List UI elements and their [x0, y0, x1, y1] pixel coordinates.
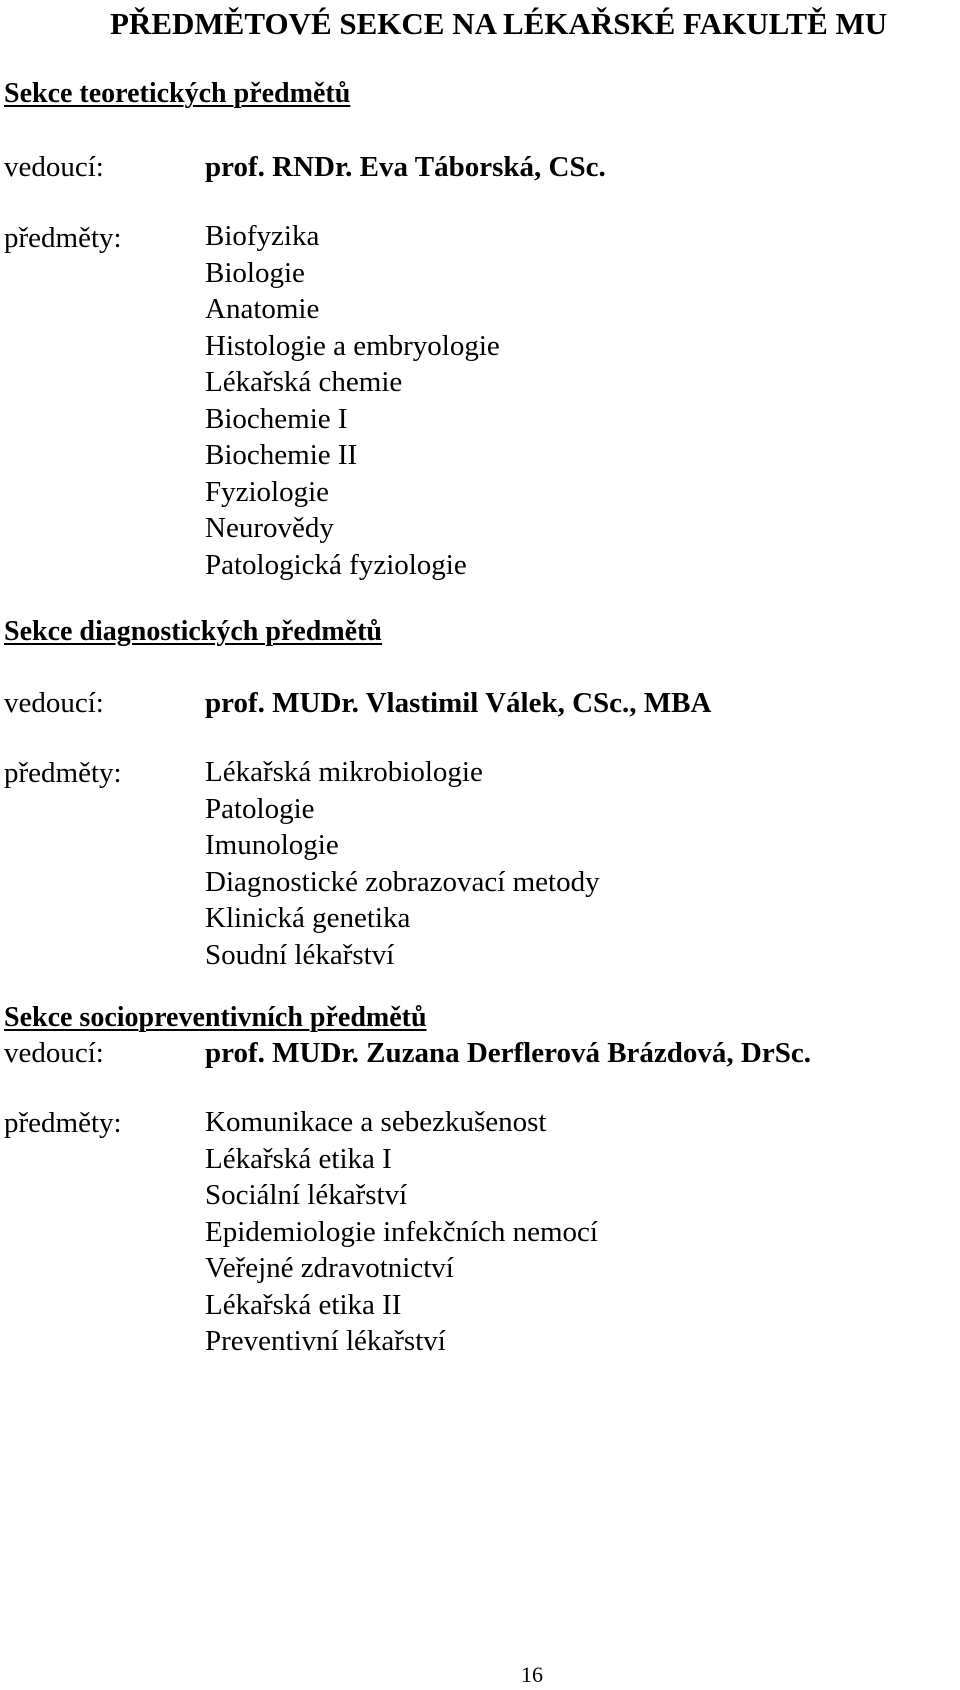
list-item: Neurovědy	[205, 512, 334, 544]
section-head-name: prof. MUDr. Zuzana Derflerová Brázdová, DrSc.	[205, 1037, 811, 1069]
section-head-name: prof. RNDr. Eva Táborská, CSc.	[205, 151, 606, 183]
subject-list-diagnostic	[205, 754, 600, 973]
subject-list-theoretical	[205, 218, 500, 583]
list-item: Patologie	[205, 792, 315, 825]
list-item: Diagnostické zobrazovací metody	[205, 865, 600, 898]
list-item: Lékařská etika II	[205, 1288, 402, 1321]
list-item: Histologie a embryologie	[205, 329, 500, 362]
list-item: Lékařská chemie	[205, 366, 403, 398]
list-item: Klinická genetika	[205, 902, 411, 934]
subjects-label: předměty:	[4, 757, 122, 789]
page-number: 16	[521, 1662, 543, 1687]
section-heading-diagnostic: Sekce diagnostických předmětů	[4, 616, 382, 647]
list-item: Lékařská mikrobiologie	[205, 756, 483, 788]
page-title: PŘEDMĚTOVÉ SEKCE NA LÉKAŘSKÉ FAKULTĚ MU	[110, 6, 888, 41]
section-heading-theoretical: Sekce teoretických předmětů	[4, 78, 351, 109]
list-item: Imunologie	[205, 829, 339, 861]
list-item: Biochemie I	[205, 402, 348, 435]
list-item: Fyziologie	[205, 475, 330, 508]
list-item: Patologická fyziologie	[205, 548, 467, 581]
list-item: Lékařská etika I	[205, 1142, 392, 1175]
list-item: Veřejné zdravotnictví	[205, 1252, 454, 1284]
list-item: Biochemie II	[205, 439, 358, 471]
head-label: vedoucí:	[4, 1037, 104, 1069]
list-item: Anatomie	[205, 293, 320, 325]
subjects-label: předměty:	[4, 1107, 122, 1139]
list-item: Soudní lékařství	[205, 938, 395, 971]
head-label: vedoucí:	[4, 151, 104, 183]
list-item: Komunikace a sebezkušenost	[205, 1106, 547, 1138]
list-item: Preventivní lékařství	[205, 1325, 446, 1357]
subjects-label: předměty:	[4, 222, 122, 254]
subject-list-sociopreventive	[205, 1104, 598, 1360]
list-item: Biofyzika	[205, 220, 320, 252]
list-item: Epidemiologie infekčních nemocí	[205, 1215, 598, 1248]
section-heading-sociopreventive: Sekce sociopreventivních předmětů	[4, 1002, 427, 1033]
head-label: vedoucí:	[4, 687, 104, 719]
list-item: Sociální lékařství	[205, 1179, 408, 1211]
list-item: Biologie	[205, 256, 305, 289]
section-head-name: prof. MUDr. Vlastimil Válek, CSc., MBA	[205, 687, 712, 719]
